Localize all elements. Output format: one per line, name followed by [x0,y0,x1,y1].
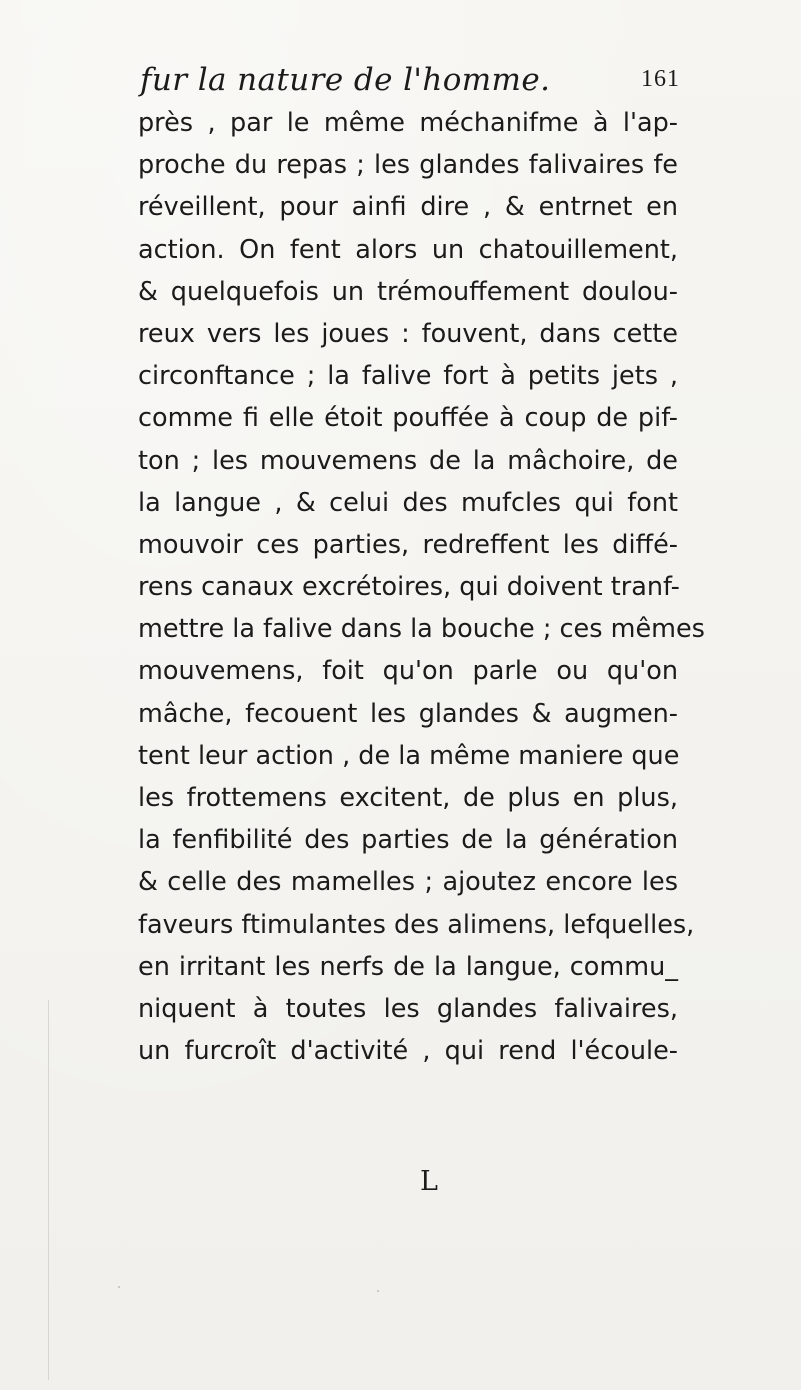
text-line-3: réveillent, pour ainfi dire , & entrnet en [138,192,678,223]
text-line-9: ton ; les mouvemens de la mâchoire, de [138,445,678,476]
text-line-1: près , par le même méchanifme à l'ap- [138,108,678,138]
text-line-11: mouvoir ces parties, redreffent les diffé- [138,529,678,560]
text-line-17: les frottemens excitent, de plus en plus, [138,783,678,813]
running-head [140,62,680,106]
text-line-2: proche du repas ; les glandes falivaires fe [138,150,678,181]
text-line-20: faveurs ftimulantes des alimens, lefquelles, [138,909,695,940]
text-line-14: mouvemens, foit qu'on parle ou qu'on [138,656,678,687]
body-text [138,102,705,1072]
text-line-12: rens canaux excrétoires, qui doivent tranf- [138,572,680,603]
text-line-23: un furcroît d'activité , qui rend l'écoule- [138,1036,678,1067]
text-line-5: & quelquefois un trémouffement doulou- [138,276,678,307]
page-edge-shadow [48,1000,49,1380]
page-number: 161 [641,66,680,92]
text-line-8: comme fi elle étoit pouffée à coup de pif- [138,403,678,434]
text-line-10: la langue , & celui des mufcles qui font [138,487,678,518]
text-line-18: la fenfibilité des parties de la génération [138,825,678,856]
text-line-19: & celle des mamelles ; ajoutez encore les [138,867,678,898]
text-line-4: action. On fent alors un chatouillement, [138,234,678,265]
text-line-16: tent leur action , de la même maniere que [138,740,680,771]
text-line-22: niquent à toutes les glandes falivaires, [138,993,678,1024]
text-line-7: circonftance ; la falive fort à petits jets , [138,361,678,392]
paper-speck [377,1290,379,1292]
text-line-6: reux vers les joues : fouvent, dans cette [138,318,678,349]
text-line-15: mâche, fecouent les glandes & augmen- [138,698,678,729]
paper-speck [598,296,600,298]
signature-mark: L [420,1166,439,1197]
text-line-13: mettre la falive dans la bouche ; ces mêmes [138,614,705,645]
paper-speck [118,1286,120,1288]
running-title: fur la nature de l'homme. [140,62,551,98]
text-line-21: en irritant les nerfs de la langue, commu_ [138,951,678,982]
